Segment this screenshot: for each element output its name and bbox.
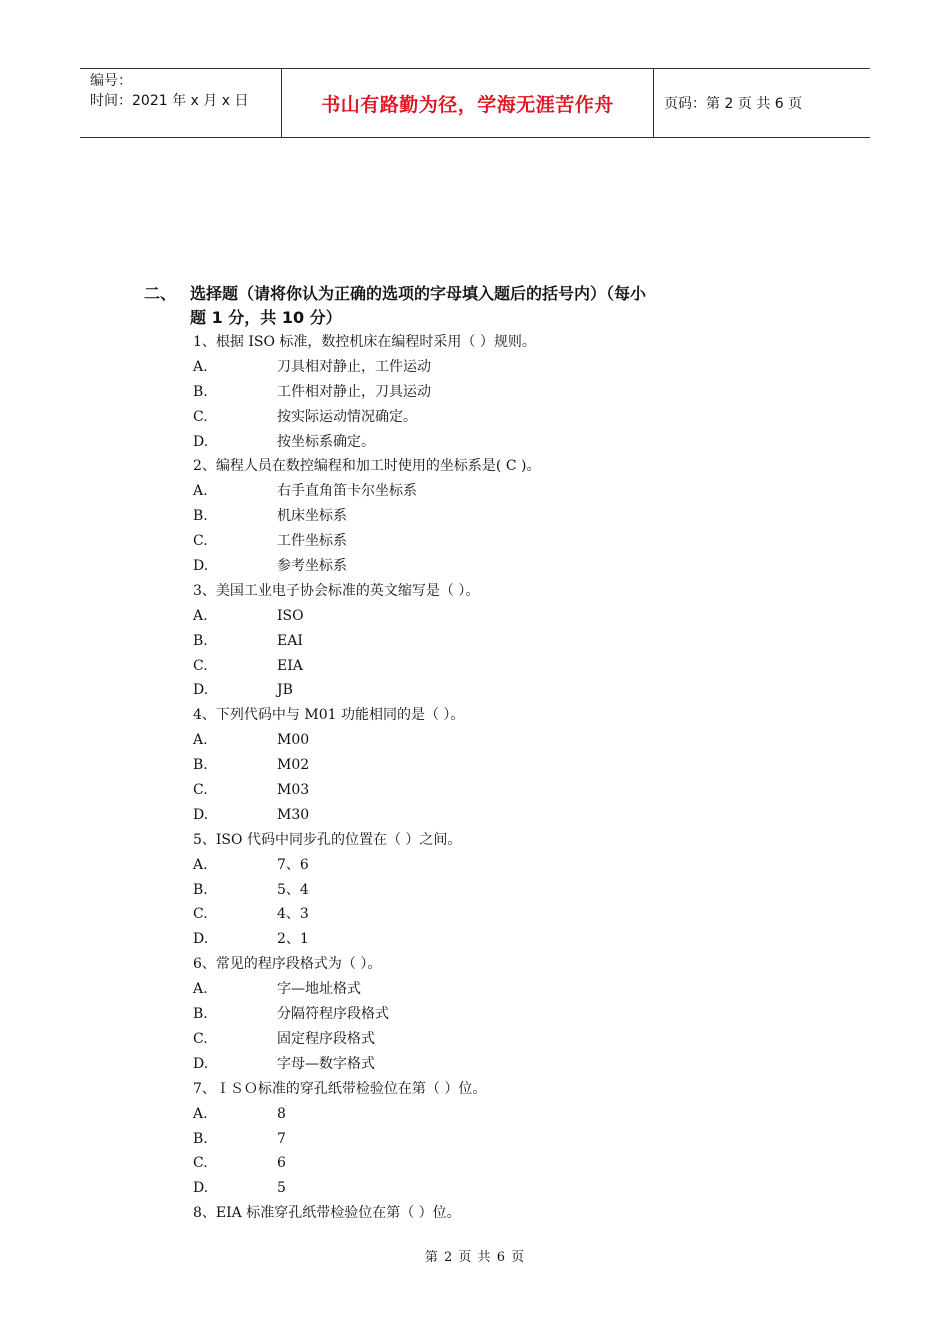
- page-footer: 第 2 页 共 6 页: [424, 1250, 526, 1265]
- option-letter: C.: [193, 657, 208, 674]
- section-title-line1: 选择题（请将你认为正确的选项的字母填入题后的括号内）（每小: [190, 284, 647, 303]
- option-text: 6: [277, 1155, 286, 1172]
- question-stem: 1、根据 ISO 标准，数控机床在编程时采用（ ）规则。: [193, 334, 536, 350]
- option-text: 7: [277, 1130, 286, 1147]
- section-number: 二、: [144, 284, 177, 303]
- option-row: [193, 629, 833, 654]
- option-letter: A.: [193, 483, 208, 500]
- option-text: 分隔符程序段格式: [277, 1006, 389, 1023]
- option-row: [193, 1151, 833, 1176]
- option-letter: A.: [193, 358, 208, 375]
- option-row: [193, 902, 833, 927]
- option-letter: B.: [193, 383, 208, 400]
- option-letter: C.: [193, 1030, 208, 1047]
- option-text: 工件坐标系: [277, 533, 347, 550]
- option-text: 8: [277, 1105, 286, 1122]
- option-letter: D.: [193, 931, 209, 948]
- option-row: [193, 728, 833, 753]
- question-stem: 8、EIA 标准穿孔纸带检验位在第（ ）位。: [193, 1205, 461, 1222]
- header-time-label: 时间：2021 年 x 月 x 日: [90, 93, 249, 109]
- option-row: [193, 678, 833, 703]
- option-letter: D.: [193, 433, 209, 450]
- question-stem: 6、常见的程序段格式为（ ）。: [193, 956, 382, 973]
- option-row: [193, 778, 833, 803]
- option-letter: C.: [193, 782, 208, 799]
- header-page-info: 页码：第 2 页 共 6 页: [664, 96, 803, 112]
- question-list: [193, 330, 833, 1226]
- option-letter: D.: [193, 1055, 209, 1072]
- option-letter: A.: [193, 981, 208, 998]
- question-stem: 7、ＩＳＯ标准的穿孔纸带检验位在第（ ）位。: [193, 1080, 487, 1097]
- option-text: 工件相对静止，刀具运动: [277, 383, 431, 400]
- option-row: [193, 1052, 833, 1077]
- option-text: M30: [277, 806, 310, 823]
- option-text: 5、4: [277, 881, 309, 898]
- option-row: [193, 405, 833, 430]
- option-row: [193, 355, 833, 380]
- option-letter: A.: [193, 607, 208, 624]
- option-row: [193, 430, 833, 455]
- option-row: [193, 529, 833, 554]
- option-row: [193, 504, 833, 529]
- option-text: M00: [277, 732, 310, 749]
- option-text: 7、6: [277, 856, 309, 873]
- option-row: [193, 1127, 833, 1152]
- option-row: [193, 654, 833, 679]
- option-text: EAI: [277, 632, 303, 649]
- option-row: [193, 1027, 833, 1052]
- option-text: ISO: [277, 607, 304, 624]
- section-title-line2: 题 1 分，共 10 分）: [190, 308, 342, 327]
- option-text: 参考坐标系: [277, 558, 347, 575]
- option-text: EIA: [277, 657, 303, 674]
- option-text: 2、1: [277, 931, 309, 948]
- option-text: 按实际运动情况确定。: [277, 408, 417, 425]
- option-text: 固定程序段格式: [277, 1030, 375, 1047]
- option-letter: A.: [193, 732, 208, 749]
- option-letter: D.: [193, 1180, 209, 1197]
- question-stem: 4、下列代码中与 M01 功能相同的是（ ）。: [193, 707, 465, 724]
- question-stem: 2、编程人员在数控编程和加工时使用的坐标系是( C )。: [193, 458, 541, 475]
- option-text: 4、3: [277, 906, 309, 923]
- page-header: [80, 68, 870, 138]
- option-row: [193, 1102, 833, 1127]
- question-stem: 3、美国工业电子协会标准的英文缩写是（ ）。: [193, 582, 480, 599]
- option-text: 刀具相对静止，工件运动: [277, 358, 431, 375]
- option-text: 字—地址格式: [277, 981, 361, 998]
- option-row: [193, 803, 833, 828]
- option-letter: D.: [193, 682, 209, 699]
- header-number-label: 编号：: [90, 73, 132, 89]
- option-row: [193, 927, 833, 952]
- option-text: 5: [277, 1180, 286, 1197]
- option-text: M03: [277, 782, 310, 799]
- section-heading: [144, 282, 824, 330]
- option-row: [193, 1002, 833, 1027]
- option-text: JB: [277, 682, 293, 699]
- question-stem: 5、ISO 代码中同步孔的位置在（ ）之间。: [193, 831, 462, 848]
- option-row: [193, 878, 833, 903]
- option-letter: B.: [193, 508, 208, 525]
- option-row: [193, 1176, 833, 1201]
- option-row: [193, 380, 833, 405]
- option-text: 按坐标系确定。: [277, 433, 375, 450]
- option-letter: B.: [193, 757, 208, 774]
- option-text: 机床坐标系: [277, 508, 347, 525]
- option-letter: C.: [193, 408, 208, 425]
- option-letter: B.: [193, 1130, 208, 1147]
- option-letter: D.: [193, 806, 209, 823]
- option-row: [193, 479, 833, 504]
- option-text: 字母—数字格式: [277, 1055, 375, 1072]
- option-text: M02: [277, 757, 310, 774]
- header-meta: [80, 69, 282, 137]
- option-row: [193, 554, 833, 579]
- option-row: [193, 753, 833, 778]
- option-letter: B.: [193, 632, 208, 649]
- option-letter: C.: [193, 533, 208, 550]
- option-letter: A.: [193, 856, 208, 873]
- option-letter: C.: [193, 1155, 208, 1172]
- option-row: [193, 853, 833, 878]
- option-row: [193, 977, 833, 1002]
- option-letter: D.: [193, 558, 209, 575]
- option-text: 右手直角笛卡尔坐标系: [277, 483, 417, 500]
- option-row: [193, 604, 833, 629]
- option-letter: B.: [193, 881, 208, 898]
- option-letter: A.: [193, 1105, 208, 1122]
- option-letter: C.: [193, 906, 208, 923]
- header-motto: 书山有路勤为径，学海无涯苦作舟: [282, 69, 654, 137]
- option-letter: B.: [193, 1006, 208, 1023]
